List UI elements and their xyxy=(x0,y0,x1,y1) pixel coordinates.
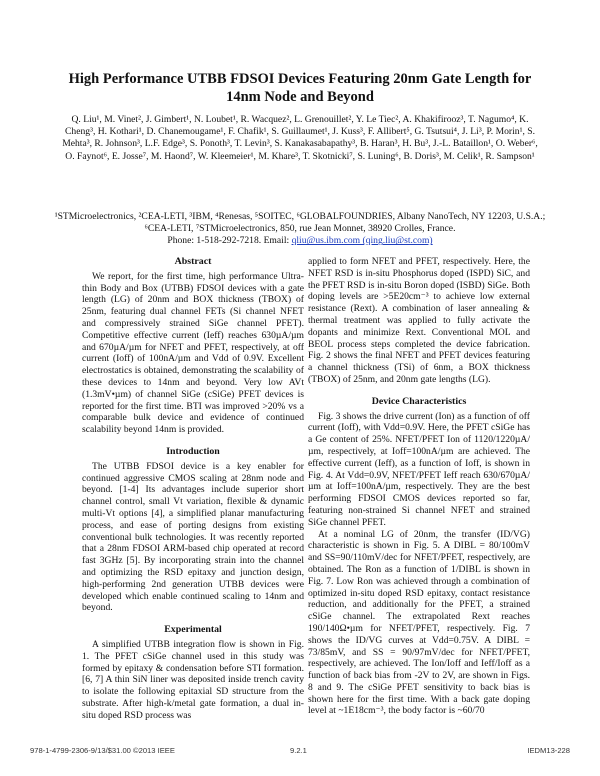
experimental-continued-text: applied to form NFET and PFET, respectively. Here, the NFET RSD is in-situ Phosphorus doped (ISPD) SiC, and the PFET RSD is in-situ Boron doped (ISBD) SiGe. Both doping levels are >5E20cm⁻³ to achieve low external resistance (Rext). A combination of laser annealing & thermal treatment was applied to fully activate the dopants and minimize Rext. Conventional MOL and BEOL process steps completed the device fabrication. Fig. 2 shows the final NFET and PFET devices featuring a channel thickness (TSi) of 6nm, a BOX thickness (TBOX) of 25nm, and 20nm gate lengths (LG). xyxy=(308,256,530,385)
right-column xyxy=(308,256,530,717)
introduction-heading: Introduction xyxy=(166,445,220,457)
contact-prefix: Phone: 1-518-292-7218. Email: xyxy=(167,235,290,247)
affiliations xyxy=(52,211,548,248)
abstract-text: We report, for the first time, high performance Ultra-thin Body and Box (UTBB) FDSOI devices with a gate length (LG) of 20nm and BOX thickness (TBOX) of 25nm, featuring dual channel FETs (Si channel NFET and compressively strained SiGe channel PFET). Competitive effective current (Ieff) reaches 630µA/µm and 670µA/µm for NFET and PFET, respectively, at off current (Ioff) of 100nA/µm and Vdd of 0.9V. Excellent electrostatics is obtained, demonstrating the scalability of these devices to 14nm and beyond. Very low AVt (1.3mV•µm) of channel SiGe (cSiGe) PFET devices is reported for the first time. BTI was improved >20% vs a comparable bulk device and evidence of continued scalability beyond 14nm is provided. xyxy=(82,270,304,436)
footer-page-id: IEDM13-228 xyxy=(527,746,570,755)
experimental-text: A simplified UTBB integration flow is shown in Fig. 1. The PFET cSiGe channel used in this study was formed by epitaxy & condensation before STI formation. [6, 7] A thin SiN liner was deposited inside trench cavity to isolate the following epitaxial SD structure from the substrate. After high-k/metal gate formation, a dual in-situ doped RSD process was xyxy=(82,638,304,721)
device-characteristics-text-1: Fig. 3 shows the drive current (Ion) as a function of off current (Ioff), with Vdd=0.9V. Here, the PFET cSiGe has a Ge content of 25%. NFET/PFET Ion of 1120/1220µA/µm, respectively, at Ioff=100nA/µm are achieved. The effective current (Ieff), as a function of Ioff, is shown in Fig. 4. At Vdd=0.9V, NFET/PFET Ieff reach 630/670µA/µm at Ioff=100nA/µm, respectively. They are the best performing FDSOI CMOS devices reported so far, featuring non-strained Si channel NFET and strained SiGe channel PFET. xyxy=(308,410,530,528)
email-link[interactable]: qliu@us.ibm.com (qing.liu@st.com) xyxy=(291,235,433,247)
affiliation-text: ¹STMicroelectronics, ²CEA-LETI, ³IBM, ⁴Renesas, ⁵SOITEC, ⁶GLOBALFOUNDRIES, Albany NanoTech, NY 12203, U.S.A.; ⁶CEA-LETI, ⁷STMicroelectronics, 850, rue Jean Monnet, 38920 Crolles, France. xyxy=(54,211,546,235)
footer-isbn: 978-1-4799-2306-9/13/$31.00 ©2013 IEEE xyxy=(30,746,175,755)
experimental-heading: Experimental xyxy=(164,624,222,636)
introduction-text: The UTBB FDSOI device is a key enabler for continued aggressive CMOS scaling at 28nm node and beyond. [1-4] Its advantages include superior short channel control, small Vt variation, flexible & dynamic multi-Vt options [4], a simplified planar manufacturing process, and ease of porting designs from existing conventional bulk technologies. It was recently reported that a 28nm FDSOI ARM-based chip operated at record fast 3GHz [5]. By incorporating strain into the channel and optimizing the RSD epitaxy and junction design, high-performing 2nd generation UTBB devices were developed which enable continued scaling to 14nm and beyond. xyxy=(82,460,304,614)
abstract-heading: Abstract xyxy=(174,256,212,267)
device-characteristics-text-2: At a nominal LG of 20nm, the transfer (ID/VG) characteristic is shown in Fig. 5. A DIBL = 80/100mV and SS=90/110mV/dec for NFET/PFET, respectively, are obtained. The Ron as a function of 1/DIBL is shown in Fig. 7. Low Ron was achieved through a combination of optimized in-situ doped RSD epitaxy, contact resistance reduction, and additionally for the PFET, a strained cSiGe channel. The extrapolated Rext reaches 190/140Ω•µm for NFET/PFET, respectively. Fig. 7 shows the ID/VG curves at Vdd=0.75V. A DIBL = 73/85mV, and SS = 90/97mV/dec for NFET/PFET, respectively, are achieved. The Ion/Ioff and Ieff/Ioff as a function of back bias from -2V to 2V, are shown in Figs. 8 and 9. The cSiGe PFET sensitivity to back bias is shown here for the first time. With a back gate doping level at ~1E18cm⁻³, the body factor is ~60/70 xyxy=(308,528,530,717)
left-column xyxy=(82,256,304,721)
device-characteristics-heading: Device Characteristics xyxy=(371,395,467,407)
paper-title: High Performance UTBB FDSOI Devices Featuring 20nm Gate Length for 14nm Node and Beyond xyxy=(68,71,532,105)
author-list: Q. Liu¹, M. Vinet², J. Gimbert¹, N. Loubet¹, R. Wacquez², L. Grenouillet², Y. Le Tiec², A. Khakifirooz³, T. Nagumo⁴, K. Cheng³, H. Kothari¹, D. Chanemougame¹, F. Chafik¹, S. Guillaumet¹, J. Kuss³, F. Allibert⁵, G. Tsutsui⁴, J. Li³, P. Morin¹, S. Mehta³, R. Johnson³, L.F. Edge³, S. Ponoth³, T. Levin³, S. Kanakasabapathy³, B. Haran³, H. Bu³, J.-L. Bataillon¹, O. Weber⁶, O. Faynot⁶, E. Josse⁷, M. Haond⁷, W. Kleemeier¹, M. Khare³, T. Skotnicki⁷, S. Luning⁶, B. Doris³, M. Celik¹, R. Sampson¹ xyxy=(62,114,538,162)
footer-section-number: 9.2.1 xyxy=(290,746,307,755)
